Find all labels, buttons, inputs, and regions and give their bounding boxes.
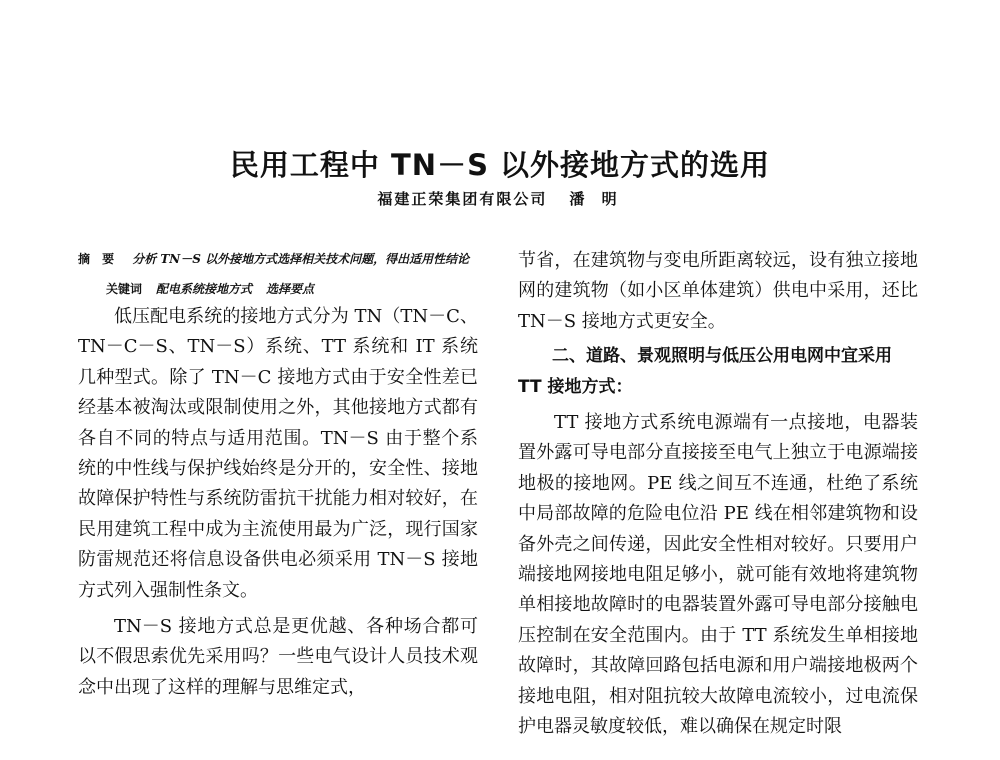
abstract-label: 摘 要	[78, 252, 119, 266]
keywords	[106, 276, 478, 302]
section-heading: 二、道路、景观照明与低压公用电网中宜采用 TT 接地方式：	[518, 346, 892, 397]
affiliation: 福建正荣集团有限公司	[377, 190, 548, 208]
keyword-item: 选择要点	[266, 282, 315, 296]
article-title: 民用工程中 TN－S 以外接地方式的选用	[229, 148, 771, 182]
byline	[0, 188, 1000, 209]
abstract-text: 分析 TN－S 以外接地方式选择相关技术问题，得出适用性结论	[132, 252, 470, 266]
right-column	[518, 246, 918, 743]
body-paragraph: TT 接地方式系统电源端有一点接地，电器装置外露可导电部分直接接至电气上独立于电源端接地极的接地网。PE 线之间互不连通，杜绝了系统中局部故障的危险电位沿 PE 线在相邻建筑物和设备外壳之间传递，因此安全性相对较好。只要用户端接地网接地电阻足够小，就可能有效地将建筑物单相接地故障时的电器装置外露可导电部分接触电压控制在安全范围内。由于 TT 系统发生单相接地故障时，其故障回路包括电源和用户端接地极两个接地电阻，相对阻抗较大故障电流较小，过电流保护电器灵敏度较低，难以确保在规定时限	[518, 412, 918, 738]
body-paragraph: 低压配电系统的接地方式分为 TN（TN－C、TN－C－S、TN－S）系统、TT 系统和 IT 系统几种型式。除了 TN－C 接地方式由于安全性差已经基本被淘汰或限制使用之外，其他接地方式都有各自不同的特点与适用范围。TN－S 由于整个系统的中性线与保护线始终是分开的，安全性、接地故障保护特性与系统防雷抗干扰能力相对较好，在民用建筑工程中成为主流使用最为广泛，现行国家防雷规范还将信息设备供电必须采用 TN－S 接地方式列入强制性条文。	[78, 306, 478, 601]
body-paragraph: TN－S 接地方式总是更优越、各种场合都可以不假思索优先采用吗？一些电气设计人员技术观念中出现了这样的理解与思维定式，	[78, 616, 478, 698]
body-paragraph: 节省，在建筑物与变电所距离较远，设有独立接地网的建筑物（如小区单体建筑）供电中采用，还比 TN－S 接地方式更安全。	[518, 250, 918, 332]
abstract	[78, 246, 478, 272]
keyword-item: 配电系统接地方式	[156, 282, 253, 296]
keywords-label: 关键词	[106, 282, 143, 296]
author-name: 潘 明	[569, 190, 623, 208]
left-column	[78, 246, 478, 703]
